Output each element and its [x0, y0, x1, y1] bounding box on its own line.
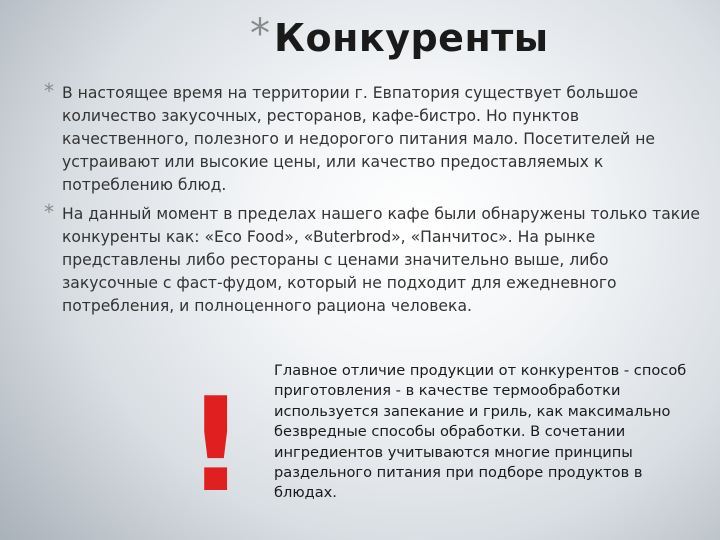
- asterisk-icon: *: [44, 200, 54, 224]
- slide-title: Конкуренты: [274, 16, 549, 60]
- asterisk-icon: *: [250, 11, 270, 57]
- asterisk-icon: *: [44, 79, 54, 103]
- bullet-list: [44, 79, 704, 324]
- title-area: [250, 6, 549, 62]
- bullet-text: На данный момент в пределах нашего кафе были обнаружены только такие конкуренты как: «Eco Food», «Buterbrod», «Панчитос». На рынке представлены либо рестораны с ценами значительно выше, либо закусочные с фаст-фудом, который не подходит для ежедневного потребления, и полноценного рациона человека.: [62, 205, 700, 315]
- bullet-item: [44, 200, 704, 318]
- exclamation-mark: !: [186, 369, 246, 521]
- note-text: Главное отличие продукции от конкурентов - способ приготовления - в качестве термообработки используется запекание и гриль, как максимально безвредные способы обработки. В сочетании ингредиентов учитываются многие принципы раздельного питания при подборе продуктов в блюдах.: [274, 362, 687, 502]
- bullet-text: В настоящее время на территории г. Евпатория существует большое количество закусочных, ресторанов, кафе-бистро. Но пунктов качественного, полезного и недорогого питания мало. Посетителей не устраивают или высокие цены, или качество предоставляемых к потреблению блюд.: [62, 84, 656, 194]
- bullet-item: [44, 79, 704, 197]
